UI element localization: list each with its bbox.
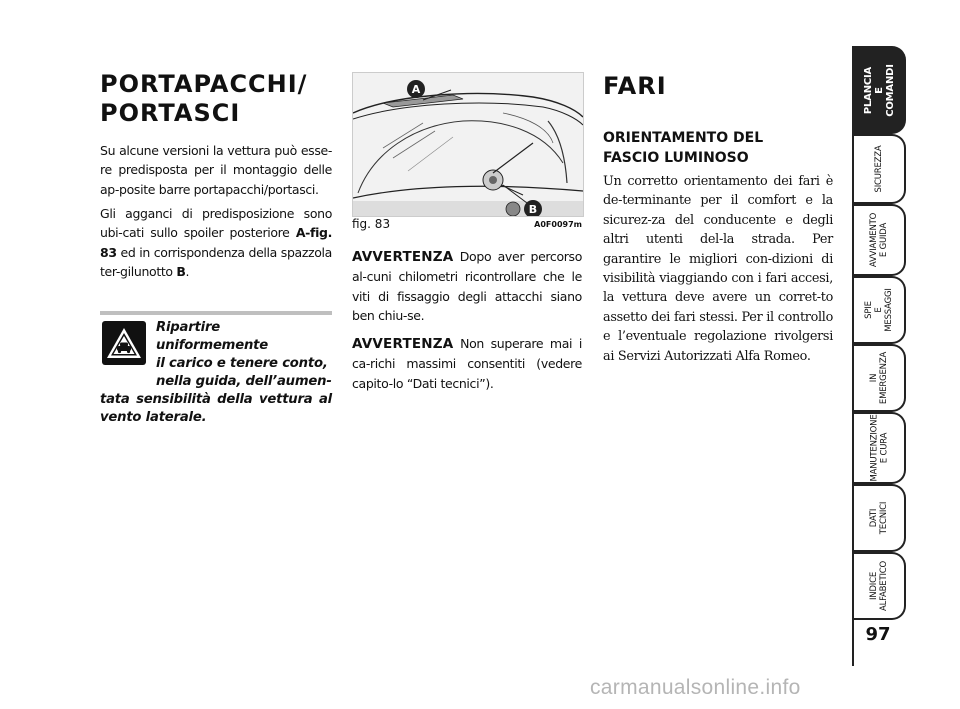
warning-text: Ripartire uniformemente il carico e tenere conto, nella guida, dell’aumen- tata sensibilità della vettura al vento laterale. (100, 320, 332, 425)
avvertenza-keyword: AVVERTENZA (352, 249, 454, 265)
figure-code: A0F0097m (534, 220, 582, 229)
tab-manutenzione-e-cura[interactable]: MANUTENZIONE E CURA (854, 412, 906, 484)
tab-avviamento-e-guida[interactable]: AVVIAMENTO E GUIDA (854, 204, 906, 276)
watermark-text: carmanualsonline.info (590, 676, 801, 699)
figure-label: fig. 83 (352, 217, 391, 231)
figure-83-roof-rack-attachments (352, 72, 584, 217)
chapter-tabs (842, 46, 918, 666)
paragraph-avvertenza-viti: AVVERTENZA Dopo aver percorso al-cuni chilometri ricontrollare che le viti di fissaggio degli attacchi siano ben chiu-se. (352, 249, 582, 324)
title-line-1: PORTAPACCHI/ (100, 70, 308, 98)
paragraph-avvertenza-carichi: AVVERTENZA Non superare mai i ca-richi massimi consentiti (vedere capito-lo “Dati tecnici”). (352, 336, 582, 391)
callout-reference-b: B (176, 264, 186, 280)
figure-reference: A-fig. 83 (100, 225, 332, 260)
page-number: 97 (865, 624, 891, 645)
callout-b-label: B (528, 203, 538, 216)
paragraph-predisposizione: Su alcune versioni la vettura può esse-re predisposta per il montaggio delle ap-posite barre portapacchi/portasci. (100, 143, 332, 197)
callout-a-label: A (411, 83, 421, 96)
title-line-2: PORTASCI (100, 99, 241, 127)
tab-in-emergenza[interactable]: IN EMERGENZA (854, 344, 906, 412)
tab-plancia-e-comandi[interactable]: PLANCIA E COMANDI (854, 46, 906, 134)
section-title-fari: FARI (603, 72, 667, 100)
subsection-title-orientamento: ORIENTAMENTO DEL FASCIO LUMINOSO (603, 130, 764, 166)
warning-divider (100, 311, 332, 315)
tab-spie-e-messaggi[interactable]: SPIE E MESSAGGI (854, 276, 906, 344)
tab-indice-alfabetico[interactable]: INDICE ALFABETICO (854, 552, 906, 620)
paragraph-agganci: Gli agganci di predisposizione sono ubi-cati sullo spoiler posteriore A-fig. 83 ed in corrispondenza della spazzola ter-gilunotto B. (100, 206, 332, 280)
paragraph-orientamento-fari: Un corretto orientamento dei fari è de-terminante per il comfort e la sicurez-za del conducente e degli altri utenti del-la strada. Per garantire le migliori con-dizioni di visibilità viaggiando con i fari accesi, la vettura deve avere un corret-to assetto dei fari stessi. Per il controllo e l’eventuale regolazione rivolgersi ai Servizi Autorizzati Alfa Romeo. (603, 174, 833, 364)
avvertenza-keyword: AVVERTENZA (352, 336, 454, 352)
tab-dati-tecnici[interactable]: DATI TECNICI (854, 484, 906, 552)
section-title-portapacchi (100, 70, 332, 128)
tab-sicurezza[interactable]: SICUREZZA (854, 134, 906, 204)
